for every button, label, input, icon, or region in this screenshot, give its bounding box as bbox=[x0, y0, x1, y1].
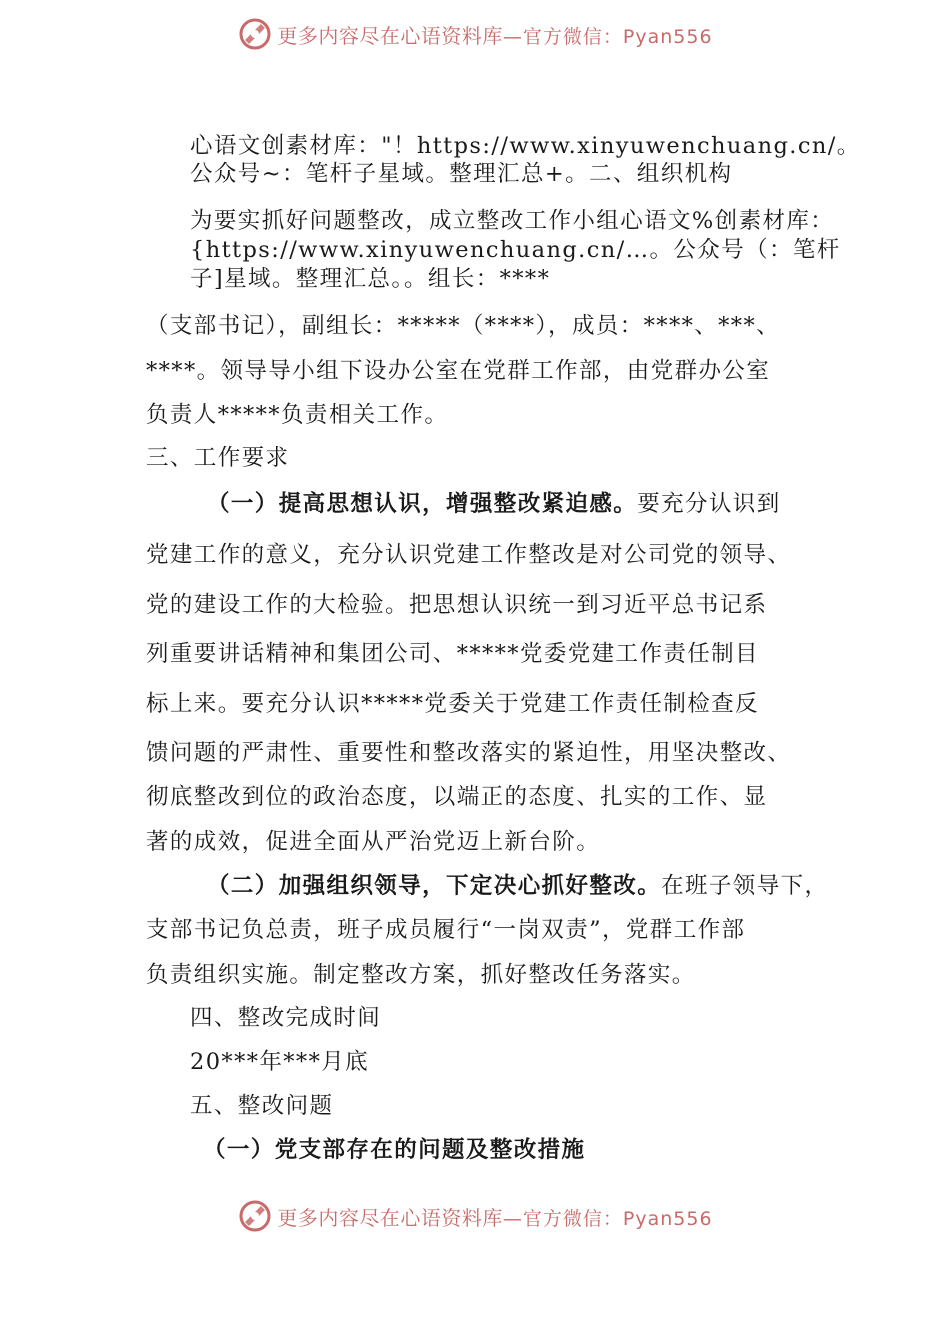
watermark-banner-top bbox=[0, 14, 950, 54]
paragraph-1-line-7: 彻底整改到位的政治态度，以端正的态度、扎实的工作、显 bbox=[146, 784, 768, 810]
text-line-3: 为要实抓好问题整改，成立整改工作小组心语文%创素材库： bbox=[190, 208, 835, 234]
paragraph-1-line-4: 列重要讲话精神和集团公司、*****党委党建工作责任制目 bbox=[146, 641, 759, 667]
text-line-4: {https://www.xinyuwenchuang.cn/…。公众号（：笔杆 bbox=[190, 237, 841, 263]
paragraph-2-bold: （二）加强组织领导，下定决心抓好整改。 bbox=[207, 873, 662, 899]
watermark-text: 更多内容尽在心语资料库—官方微信：Pyan556 bbox=[277, 23, 713, 48]
paragraph-1-rest: 要充分认识到 bbox=[637, 491, 781, 517]
text-line-6: （支部书记），副组长：*****（****），成员：****、***、 bbox=[146, 313, 781, 339]
text-line-1: 心语文创素材库："！https://www.xinyuwenchuang.cn/。 bbox=[190, 133, 861, 159]
text-line-2: 公众号~：笔杆子星域。整理汇总+。二、组织机构 bbox=[190, 161, 733, 187]
text-line-7: ****。领导导小组下设办公室在党群工作部，由党群办公室 bbox=[146, 358, 771, 384]
watermark-text: 更多内容尽在心语资料库—官方微信：Pyan556 bbox=[277, 1205, 713, 1230]
paragraph-2-rest: 在班子领导下， bbox=[661, 873, 829, 899]
completion-date: 20***年***月底 bbox=[190, 1049, 370, 1075]
paragraph-1-line-5: 标上来。要充分认识*****党委关于党建工作责任制检查反 bbox=[146, 691, 759, 717]
section-heading-3: 三、工作要求 bbox=[146, 445, 290, 471]
watermark-banner-bottom bbox=[0, 1196, 950, 1236]
paragraph-1-line-2: 党建工作的意义，充分认识党建工作整改是对公司党的领导、 bbox=[146, 542, 792, 568]
paragraph-1-bold: （一）提高思想认识，增强整改紧迫感。 bbox=[207, 491, 638, 517]
section-heading-5: 五、整改问题 bbox=[190, 1093, 334, 1119]
subsection-heading: （一）党支部存在的问题及整改措施 bbox=[203, 1137, 586, 1163]
paragraph-1-line-3: 党的建设工作的大检验。把思想认识统一到习近平总书记系 bbox=[146, 592, 768, 618]
section-heading-4: 四、整改完成时间 bbox=[190, 1005, 382, 1031]
paragraph-2-line-1 bbox=[207, 868, 828, 900]
paragraph-2-line-3: 负责组织实施。制定整改方案，抓好整改任务落实。 bbox=[146, 962, 696, 988]
watermark-logo-icon bbox=[237, 16, 273, 52]
paragraph-2-line-2: 支部书记负总责，班子成员履行“一岗双责”，党群工作部 bbox=[146, 917, 746, 943]
watermark-logo-icon bbox=[237, 1198, 273, 1234]
paragraph-1-line-6: 馈问题的严肃性、重要性和整改落实的紧迫性，用坚决整改、 bbox=[146, 740, 792, 766]
text-line-5: 子]星域。整理汇总。。组长：**** bbox=[190, 266, 551, 292]
text-line-8: 负责人*****负责相关工作。 bbox=[146, 402, 449, 428]
paragraph-1-line-1 bbox=[207, 486, 781, 518]
paragraph-1-line-8: 著的成效，促进全面从严治党迈上新台阶。 bbox=[146, 829, 601, 855]
